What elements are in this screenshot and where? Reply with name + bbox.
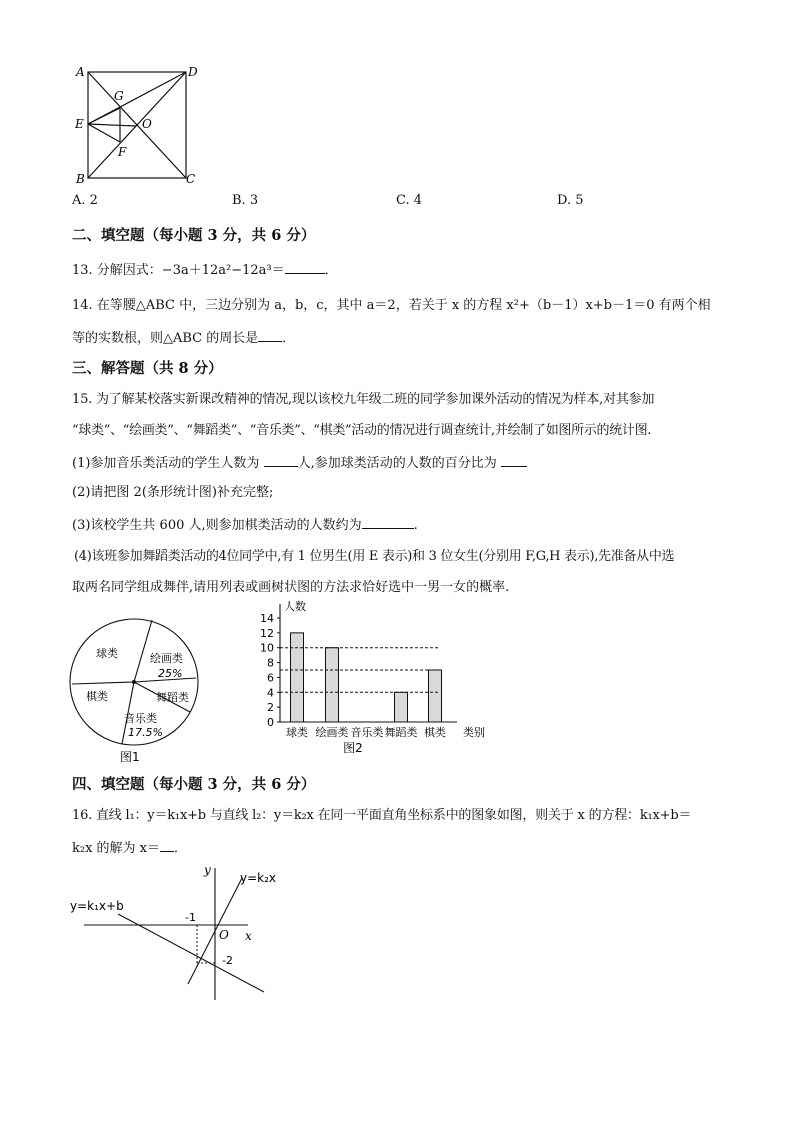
question-13-text: 13. 分解因式：−3a＋12a²−12a³＝ [72,263,285,278]
segment-eo [88,124,136,126]
part3-text: (3)该校学生共 600 人,则参加棋类活动的人数约为 [72,518,362,533]
question-15-part4-line1: (4)该班参加舞蹈类活动的4位同学中,有 1 位男生(用 E 表示)和 3 位女生(分别用 F,G,H 表示),先准备从中选 [74,549,675,564]
x-tick-label: 球类 [286,726,308,739]
answer-blank[interactable] [264,452,298,467]
question-15-part3: (3)该校学生共 600 人,则参加棋类活动的人数约为 . [72,514,418,536]
segment-ef [88,124,120,142]
y-tick-label: 8 [267,656,274,670]
label-d: D [188,65,198,79]
line-l1 [118,914,264,992]
answer-blank[interactable] [501,452,527,467]
bar [326,648,339,722]
label-b: B [76,172,85,184]
origin-label: O [219,928,229,942]
x-axis-label: x [245,929,252,943]
question-15-part4-line2: 取两名同学组成舞伴,请用列表或画树状图的方法求恰好选中一男一女的概率. [72,580,510,595]
question-14-text: 等的实数根，则△ABC 的周长是 [72,331,259,346]
answer-blank[interactable] [160,837,174,852]
x-tick-label: 绘画类 [315,726,349,739]
label-o: O [142,117,152,131]
y-mark-label: -2 [222,954,233,967]
pie-label-chess: 棋类 [86,690,108,703]
y-axis-label: y [204,863,211,877]
y-tick-label: 6 [267,671,274,685]
bar-x-axis-title: 类别 [463,726,485,739]
question-13: 13. 分解因式：−3a＋12a²−12a³＝ ． [72,259,338,281]
square-geometry-figure [70,62,210,184]
line-l2-label: y=k₂x [240,871,277,885]
section-3-title: 三、解答题（共 8 分） [72,360,223,377]
bar-chart [252,598,492,760]
pie-chart [66,614,206,766]
question-15-part1 [72,452,527,474]
pie-label-music: 音乐类 [124,712,157,725]
bar [395,692,408,722]
answer-blank[interactable] [258,327,282,342]
label-g: G [114,89,124,103]
bar-caption: 图2 [343,741,363,755]
y-tick-label: 10 [260,641,274,655]
question-16-line1: 16. 直线 l₁：y＝k₁x+b 与直线 l₂：y＝k₂x 在同一平面直角坐标系中的图象如图，则关于 x 的方程：k₁x+b＝ [72,808,692,823]
label-c: C [186,172,196,184]
option-a[interactable]: A. 2 [72,193,98,208]
pie-label-drawing: 绘画类 [150,652,183,665]
y-tick-label: 4 [267,686,274,700]
x-tick-label: 舞蹈类 [384,726,418,739]
pie-label-dance: 舞蹈类 [156,691,189,704]
linear-functions-graph [66,860,286,1008]
pie-label-ball: 球类 [96,647,118,660]
line-l1-label: y=k₁x+b [70,899,124,913]
option-d[interactable]: D. 5 [557,193,584,208]
pie-percent-music: 17.5% [128,726,163,739]
option-c[interactable]: C. 4 [396,193,423,208]
y-tick-label: 12 [260,626,274,640]
section-4-title: 四、填空题（每小题 3 分，共 6 分） [72,776,316,793]
x-tick-label: 音乐类 [350,726,384,739]
option-b[interactable]: B. 3 [232,193,259,208]
question-15-line2: “球类”、“绘画类”、“舞蹈类”、“音乐类”、“棋类”活动的情况进行调查统计,并绘制了如图所示的统计图. [72,423,652,438]
y-tick-label: 2 [267,701,274,715]
label-a: A [76,65,85,79]
section-2-title: 二、填空题（每小题 3 分，共 6 分） [72,227,316,244]
question-14-line2: 等的实数根，则△ABC 的周长是 ． [72,327,295,349]
question-16-line2: k₂x 的解为 x＝ ． [72,837,187,859]
y-tick-label: 0 [267,716,274,729]
bar [291,633,304,722]
part1-text-b: 人,参加球类活动的人数的百分比为 [297,456,497,471]
segment-eg [88,108,120,124]
answer-blank[interactable] [285,259,325,274]
y-tick-label: 14 [260,612,274,625]
label-f: F [118,145,127,159]
label-e: E [75,117,84,131]
question-15-part2: (2)请把图 2(条形统计图)补充完整; [72,485,274,500]
part1-text-a: (1)参加音乐类活动的学生人数为 [72,456,260,471]
pie-percent-drawing: 25% [158,667,183,680]
pie-center [132,680,136,684]
x-tick-label: 棋类 [424,726,446,739]
bar [429,670,442,722]
question-14-line1: 14. 在等腰△ABC 中，三边分别为 a，b，c，其中 a＝2，若关于 x 的方程 x²+（b－1）x+b－1＝0 有两个相 [72,298,711,313]
question-16-text: k₂x 的解为 x＝ [72,841,161,856]
bar-y-axis-title: 人数 [284,600,306,613]
x-mark-label: -1 [185,911,196,924]
question-15-line1: 15. 为了解某校落实新课改精神的情况,现以该校九年级二班的同学参加课外活动的情况为样本,对其参加 [72,392,655,407]
pie-caption: 图1 [120,750,140,764]
answer-blank[interactable] [362,514,414,529]
